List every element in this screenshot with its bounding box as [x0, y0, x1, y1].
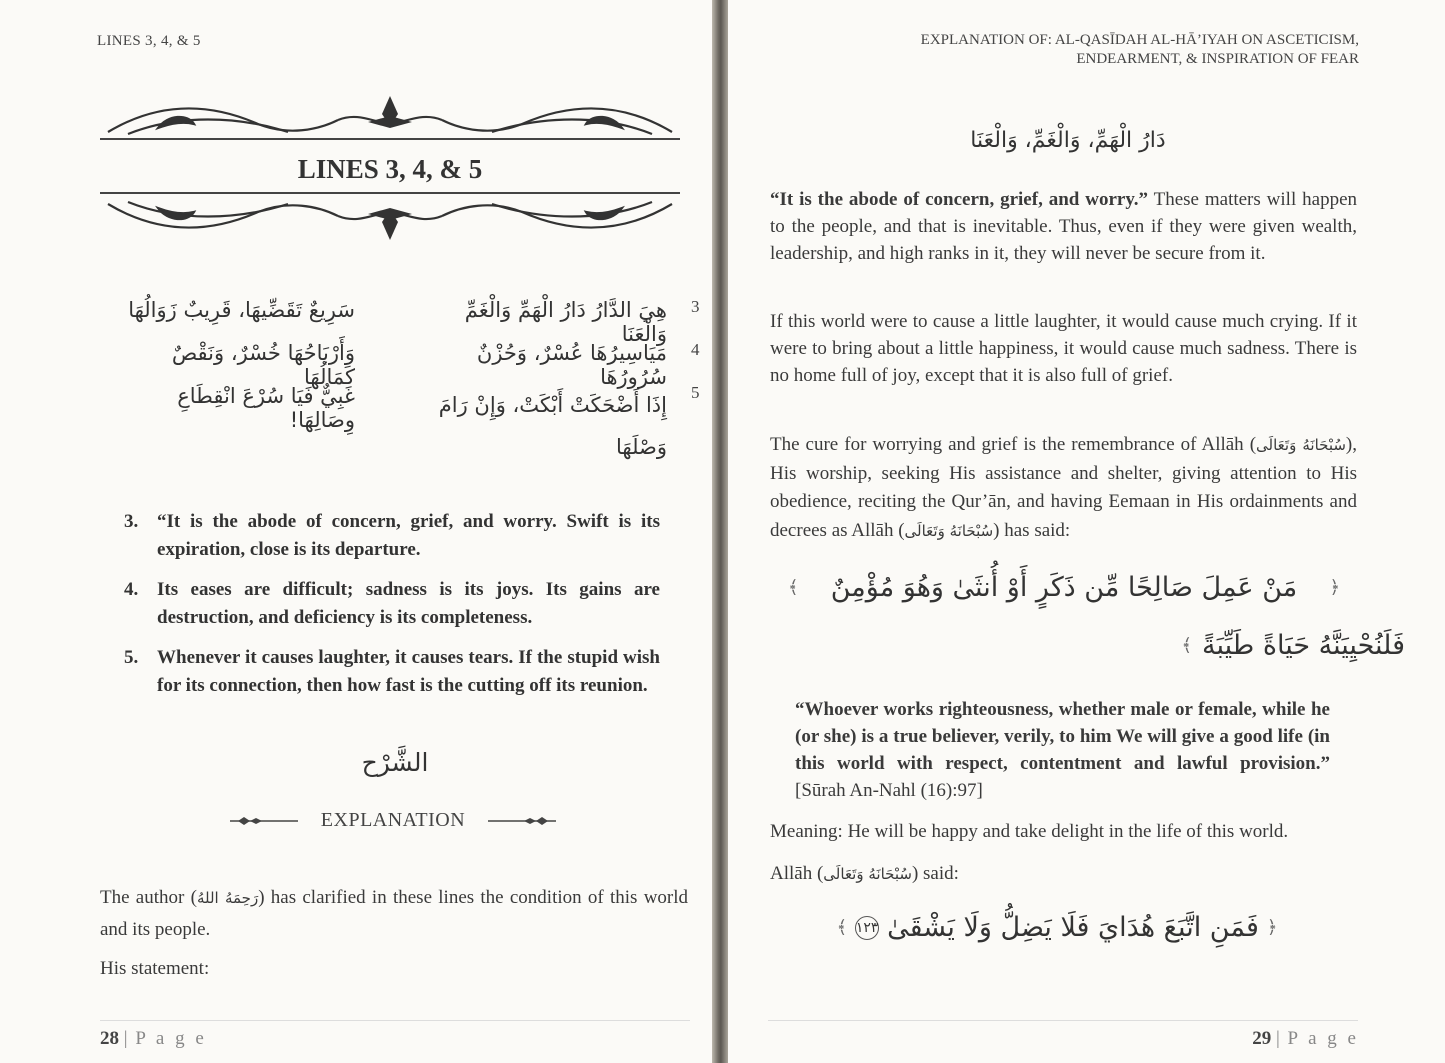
- verse-number: 5: [691, 383, 700, 402]
- translation-item: [124, 644, 660, 699]
- running-header-right: [921, 31, 1359, 69]
- paragraph-text: ) has clarified in these lines the condition of this world and its people.: [100, 887, 689, 940]
- page-number-left: 28 | P a g e: [100, 1028, 207, 1049]
- surah-reference: [Sūrah An-Nahl (16):97]: [795, 780, 983, 801]
- page-number: 28: [100, 1028, 119, 1049]
- poem-second-hemistich: غَبِيٌّ فَيَا سُرْعَ انْقِطَاعِ وِصَالِهَا!: [177, 384, 355, 432]
- allah-said-line: [770, 860, 959, 888]
- paragraph-2: If this world were to cause a little laughter, it would cause much crying. If it were to bring about a little happiness, it would cause much sadness. There is no home full of joy, except that it is also full of grief.: [770, 311, 1357, 386]
- right-divider-icon: [488, 816, 556, 826]
- bottom-ornament-icon: [98, 184, 682, 244]
- quran-bracket-icon: ﴾: [1181, 635, 1193, 656]
- paragraph-text: ) has said:: [993, 519, 1071, 541]
- quran-bracket-icon: ﴿: [1266, 917, 1278, 938]
- quran-verse-2: [833, 912, 1281, 943]
- footer-rule: [100, 1020, 690, 1021]
- paragraph-text: The author (: [100, 887, 197, 908]
- arabic-quote: دَارُ الْهَمِّ، وَالْغَمِّ، وَالْعَنَا: [970, 128, 1166, 153]
- paragraph-text: Allāh (: [770, 863, 824, 884]
- page-number: 29: [1252, 1028, 1272, 1049]
- poem-second-hemistich: سَرِيعٌ تَقَضِّيهَا، قَرِيبٌ زَوَالُهَا: [128, 298, 355, 322]
- paragraph-text: The cure for worrying and grief is the remembrance of Allāh (: [770, 434, 1257, 455]
- left-divider-icon: [230, 816, 298, 826]
- quran-bracket-icon: ﴾: [788, 577, 799, 598]
- top-ornament-icon: [98, 92, 682, 152]
- his-statement: His statement:: [100, 958, 210, 979]
- ayah-number-icon: ١٢٣: [855, 916, 879, 940]
- quran-verse-1-line-2: [1181, 630, 1405, 661]
- explanation-paragraph: [100, 882, 688, 945]
- ornament-rule-top: [100, 138, 680, 140]
- item-text: Its eases are difficult; sadness is its joys. Its gains are destruction, and deficiency is its completeness.: [157, 579, 660, 628]
- paragraph-text: These matters will happen to the people, and that is inevitable. Thus, even if they were given wealth, leadership, and high ranks in it, they will never be secure from it.: [770, 189, 1357, 264]
- honorific-arabic: سُبْحَانَهُ وَتَعَالَى: [904, 521, 994, 540]
- page-number-right: 29 | P a g e: [1252, 1028, 1359, 1049]
- explanation-heading: [230, 809, 556, 832]
- translation-item: [124, 508, 660, 563]
- item-number: 5.: [124, 647, 139, 668]
- paragraph-text: ) said:: [911, 863, 959, 884]
- verse-number: 4: [691, 340, 700, 359]
- paragraph-text: ), His worship, seeking His assistance and shelter, giving attention to His obedience, reciting the Qur’ān, and having Eemaan in His ordainments and decrees as Allāh (: [770, 434, 1357, 541]
- translation-list: [124, 508, 660, 712]
- quran-verse-1-line-1: [788, 572, 1340, 603]
- quran-translation: [795, 696, 1330, 804]
- honorific-arabic: سُبْحَانَهُ وَتَعَالَى: [1256, 436, 1346, 454]
- quran-bracket-icon: ﴿: [1329, 577, 1340, 598]
- book-gutter: [712, 0, 728, 1063]
- bold-quote: “It is the abode of concern, grief, and worry.”: [770, 189, 1149, 210]
- item-number: 3.: [124, 511, 139, 532]
- page-label: P a g e: [1287, 1028, 1359, 1049]
- quran-text: فَلَنُحْيِيَنَّهُ حَيَاةً طَيِّبَةً: [1202, 630, 1405, 661]
- poem-second-hemistich: وَأَرْبَاحُهَا خُسْرٌ، وَنَقْصٌ كَمَالُهَا: [171, 341, 355, 389]
- poem-first-hemistich: مَيَاسِيرُهَا عُسْرٌ، وَحُزْنٌ سُرُورُهَا: [476, 341, 667, 389]
- running-header-line: ENDEARMENT, & INSPIRATION OF FEAR: [1076, 51, 1359, 67]
- explanation-label: EXPLANATION: [320, 809, 466, 831]
- meaning-line: Meaning: He will be happy and take delight in the life of this world.: [770, 821, 1289, 842]
- poem-first-hemistich: إِذَا أَضْحَكَتْ أَبْكَتْ، وَإِنْ رَامَ وَصْلَهَا: [438, 393, 667, 459]
- quran-bracket-icon: ﴾: [836, 917, 848, 938]
- honorific-arabic: رَحِمَهُ اللهُ: [196, 889, 259, 907]
- honorific-arabic: سُبْحَانَهُ وَتَعَالَى: [823, 865, 912, 883]
- bold-translation: “Whoever works righteousness, whether male or female, while he (or she) is a true believer, verily, to him We will give a good life (in this world with respect, contentment and lawful provision.”: [795, 699, 1330, 774]
- running-header-left: LINES 3, 4, & 5: [97, 33, 201, 49]
- left-page: [0, 0, 712, 1063]
- paragraph-3: [770, 431, 1357, 545]
- sharh-heading: الشَّرْح: [361, 748, 429, 777]
- footer-rule: [768, 1020, 1358, 1021]
- quran-text: مَنْ عَمِلَ صَالِحًا مِّن ذَكَرٍ أَوْ أُنثَىٰ وَهُوَ مُؤْمِنٌ: [830, 572, 1298, 603]
- quran-text: فَمَنِ اتَّبَعَ هُدَايَ فَلَا يَضِلُّ وَلَا يَشْقَىٰ: [887, 912, 1259, 943]
- item-text: “It is the abode of concern, grief, and worry. Swift is its expiration, close is its departure.: [157, 511, 660, 560]
- right-page: [728, 0, 1445, 1063]
- item-text: Whenever it causes laughter, it causes tears. If the stupid wish for its connection, then how fast is the cutting off its reunion.: [157, 647, 660, 696]
- translation-item: [124, 576, 660, 631]
- page-label: P a g e: [135, 1028, 207, 1049]
- running-header-line: EXPLANATION OF: AL-QASĪDAH AL-HĀ’IYAH ON ASCETICISM,: [920, 32, 1359, 48]
- chapter-title: LINES 3, 4, & 5: [297, 154, 483, 184]
- paragraph-1: [770, 186, 1357, 267]
- poem-first-hemistich: هِيَ الدَّارُ دَارُ الْهَمِّ وَالْغَمِّ وَالْعَنَا: [464, 298, 667, 346]
- item-number: 4.: [124, 579, 139, 600]
- verse-number: 3: [691, 297, 700, 316]
